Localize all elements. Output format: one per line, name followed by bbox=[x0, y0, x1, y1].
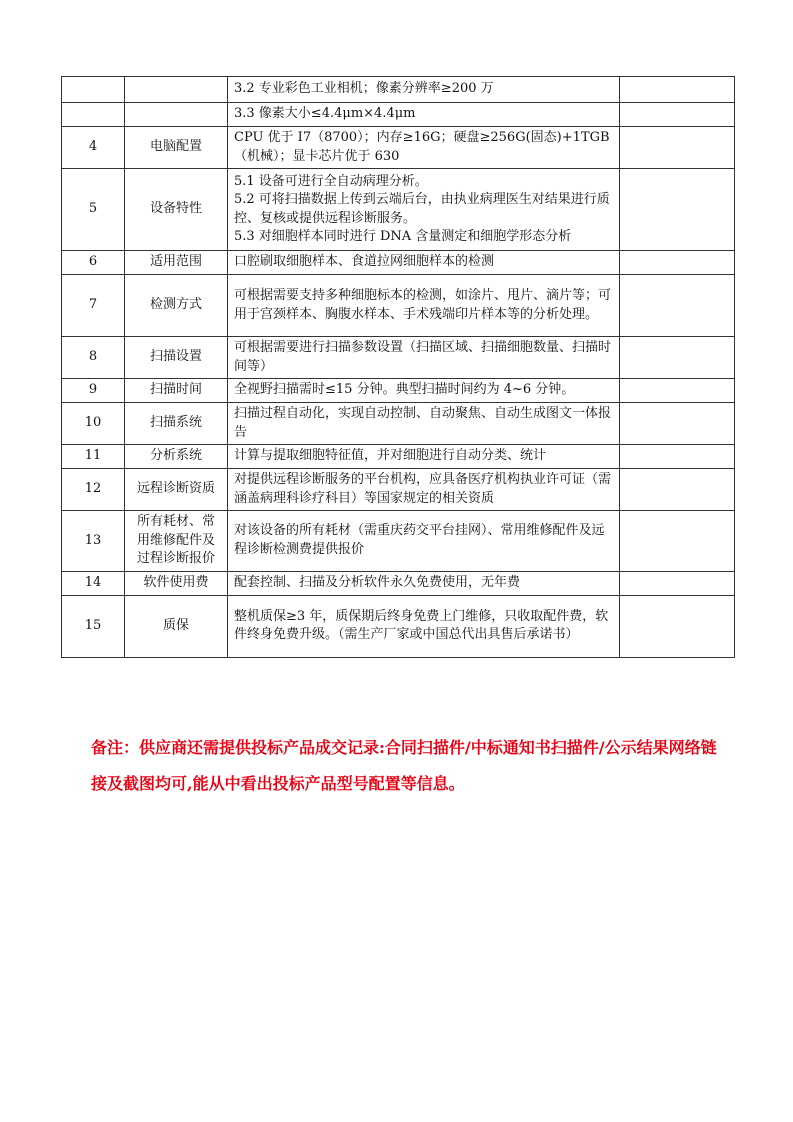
description-line: 口腔刷取细胞样本、食道拉网细胞样本的检测 bbox=[234, 254, 495, 270]
description-line: 可根据需要支持多种细胞标本的检测，如涂片、甩片、滴片等；可用于宫颈样本、胸腹水样本、手术残端印片样本等的分析处理。 bbox=[234, 288, 612, 322]
description-line: 整机质保≥3 年，质保期后终身免费上门维修，只收取配件费，软件终身免费升级。（需生产厂家或中国总代出具售后承诺书） bbox=[234, 608, 609, 642]
description-line: 全视野扫描需时≤15 分钟。典型扫描时间约为 4~6 分钟。 bbox=[234, 382, 575, 398]
table-row bbox=[62, 445, 735, 469]
item-description bbox=[228, 445, 620, 469]
description-line: 可根据需要进行扫描参数设置（扫描区域、扫描细胞数量、扫描时间等） bbox=[234, 340, 612, 374]
item-name: 电脑配置 bbox=[125, 127, 228, 169]
description-line: 计算与提取细胞特征值，并对细胞进行自动分类、统计 bbox=[234, 448, 547, 464]
item-name: 软件使用费 bbox=[125, 571, 228, 595]
response-cell bbox=[620, 77, 735, 103]
table-row bbox=[62, 379, 735, 403]
row-number: 14 bbox=[62, 571, 125, 595]
response-cell bbox=[620, 595, 735, 657]
table-row bbox=[62, 77, 735, 103]
row-number: 9 bbox=[62, 379, 125, 403]
item-name: 检测方式 bbox=[125, 275, 228, 337]
description-line: 3.2 专业彩色工业相机；像素分辨率≥200 万 bbox=[234, 81, 494, 97]
item-description bbox=[228, 251, 620, 275]
item-description bbox=[228, 571, 620, 595]
row-number: 11 bbox=[62, 445, 125, 469]
description-line: 对提供远程诊断服务的平台机构，应具备医疗机构执业许可证（需涵盖病理科诊疗科目）等国家规定的相关资质 bbox=[234, 472, 612, 506]
response-cell bbox=[620, 127, 735, 169]
row-number: 12 bbox=[62, 469, 125, 511]
item-description bbox=[228, 337, 620, 379]
response-cell bbox=[620, 469, 735, 511]
item-name: 扫描时间 bbox=[125, 379, 228, 403]
row-number: 10 bbox=[62, 403, 125, 445]
item-name: 扫描设置 bbox=[125, 337, 228, 379]
table-row bbox=[62, 275, 735, 337]
item-description bbox=[228, 379, 620, 403]
table-row bbox=[62, 511, 735, 572]
row-number bbox=[62, 77, 125, 103]
table-row bbox=[62, 127, 735, 169]
row-number: 13 bbox=[62, 511, 125, 572]
table-row bbox=[62, 169, 735, 251]
row-number: 5 bbox=[62, 169, 125, 251]
item-description bbox=[228, 403, 620, 445]
item-name: 适用范围 bbox=[125, 251, 228, 275]
item-description bbox=[228, 275, 620, 337]
item-name bbox=[125, 77, 228, 103]
item-name: 所有耗材、常用维修配件及过程诊断报价 bbox=[125, 511, 228, 572]
response-cell bbox=[620, 403, 735, 445]
table-row bbox=[62, 595, 735, 657]
table-row bbox=[62, 103, 735, 127]
item-description bbox=[228, 77, 620, 103]
description-line: 5.2 可将扫描数据上传到云端后台，由执业病理医生对结果进行质控、复核或提供远程诊断服务。 bbox=[234, 192, 610, 226]
response-cell bbox=[620, 337, 735, 379]
item-name: 分析系统 bbox=[125, 445, 228, 469]
response-cell bbox=[620, 169, 735, 251]
response-cell bbox=[620, 445, 735, 469]
description-line: 扫描过程自动化，实现自动控制、自动聚焦、自动生成图文一体报告 bbox=[234, 406, 612, 440]
description-line: CPU 优于 I7（8700）；内存≥16G；硬盘≥256G(固态)+1TGB（机械）；显卡芯片优于 630 bbox=[234, 130, 610, 164]
table-row bbox=[62, 337, 735, 379]
table-row bbox=[62, 403, 735, 445]
row-number: 6 bbox=[62, 251, 125, 275]
description-line: 5.1 设备可进行全自动病理分析。 bbox=[234, 173, 428, 189]
row-number: 8 bbox=[62, 337, 125, 379]
item-name: 扫描系统 bbox=[125, 403, 228, 445]
item-name: 质保 bbox=[125, 595, 228, 657]
item-description bbox=[228, 127, 620, 169]
row-number: 15 bbox=[62, 595, 125, 657]
item-name: 远程诊断资质 bbox=[125, 469, 228, 511]
description-line: 3.3 像素大小≤4.4μm×4.4μm bbox=[234, 106, 416, 122]
response-cell bbox=[620, 511, 735, 572]
item-description bbox=[228, 595, 620, 657]
item-name: 设备特性 bbox=[125, 169, 228, 251]
item-name bbox=[125, 103, 228, 127]
row-number: 4 bbox=[62, 127, 125, 169]
remark-note: 备注：供应商还需提供投标产品成交记录:合同扫描件/中标通知书扫描件/公示结果网络链接及截图均可,能从中看出投标产品型号配置等信息。 bbox=[91, 738, 717, 793]
item-description bbox=[228, 169, 620, 251]
description-line: 配套控制、扫描及分析软件永久免费使用，无年费 bbox=[234, 574, 521, 590]
item-description bbox=[228, 469, 620, 511]
response-cell bbox=[620, 103, 735, 127]
table-row bbox=[62, 469, 735, 511]
response-cell bbox=[620, 251, 735, 275]
description-line: 5.3 对细胞样本同时进行 DNA 含量测定和细胞学形态分析 bbox=[234, 229, 572, 244]
spec-table-body bbox=[62, 77, 735, 658]
response-cell bbox=[620, 275, 735, 337]
row-number bbox=[62, 103, 125, 127]
table-row bbox=[62, 251, 735, 275]
description-line: 对该设备的所有耗材（需重庆药交平台挂网）、常用维修配件及远程诊断检测费提供报价 bbox=[234, 523, 605, 557]
row-number: 7 bbox=[62, 275, 125, 337]
spec-table bbox=[61, 76, 735, 658]
item-description bbox=[228, 103, 620, 127]
item-description bbox=[228, 511, 620, 572]
response-cell bbox=[620, 571, 735, 595]
table-row bbox=[62, 571, 735, 595]
response-cell bbox=[620, 379, 735, 403]
